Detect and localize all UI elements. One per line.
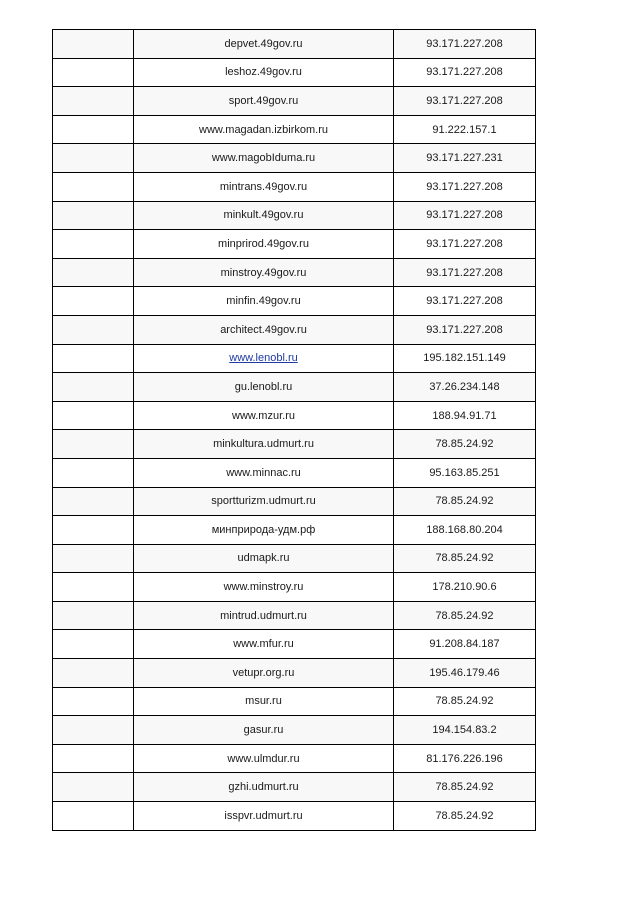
row-index-cell xyxy=(53,30,134,59)
domain-cell xyxy=(134,87,394,116)
domain-cell xyxy=(134,344,394,373)
ip-address-text: 195.46.179.46 xyxy=(429,666,500,679)
domain-text: sport.49gov.ru xyxy=(228,94,299,107)
row-index-cell xyxy=(53,287,134,316)
ip-address-cell xyxy=(394,773,536,802)
domain-text: www.ulmdur.ru xyxy=(227,752,300,765)
domain-cell xyxy=(134,172,394,201)
ip-address-text: 78.85.24.92 xyxy=(435,552,494,565)
row-index-cell xyxy=(53,201,134,230)
ip-address-text: 81.176.226.196 xyxy=(426,752,503,765)
ip-address-text: 93.171.227.208 xyxy=(426,266,503,279)
row-index-cell xyxy=(53,315,134,344)
domain-cell xyxy=(134,573,394,602)
domain-text: udmapk.ru xyxy=(237,552,290,565)
table-row xyxy=(53,802,536,831)
ip-address-cell xyxy=(394,315,536,344)
domain-text: depvet.49gov.ru xyxy=(224,37,303,50)
domain-cell xyxy=(134,487,394,516)
table-row xyxy=(53,258,536,287)
row-index-cell xyxy=(53,430,134,459)
domain-text: mintrud.udmurt.ru xyxy=(220,609,307,622)
domain-cell xyxy=(134,744,394,773)
table-row xyxy=(53,87,536,116)
ip-address-cell xyxy=(394,401,536,430)
row-index-cell xyxy=(53,659,134,688)
ip-address-cell xyxy=(394,430,536,459)
ip-address-cell xyxy=(394,230,536,259)
table-viewport xyxy=(52,37,536,832)
domain-cell xyxy=(134,630,394,659)
domain-text: vetupr.org.ru xyxy=(232,666,295,679)
ip-address-text: 93.171.227.208 xyxy=(426,237,503,250)
ip-address-cell xyxy=(394,58,536,87)
ip-address-text: 78.85.24.92 xyxy=(435,495,494,508)
ip-address-text: 93.171.227.208 xyxy=(426,66,503,79)
ip-address-cell xyxy=(394,630,536,659)
row-index-cell xyxy=(53,601,134,630)
row-index-cell xyxy=(53,87,134,116)
domain-text: minkult.49gov.ru xyxy=(223,209,304,222)
domain-text: www.minnac.ru xyxy=(226,466,301,479)
ip-address-text: 194.154.83.2 xyxy=(432,724,497,737)
row-index-cell xyxy=(53,144,134,173)
domain-text: architect.49gov.ru xyxy=(220,323,307,336)
ip-address-cell xyxy=(394,744,536,773)
domain-cell xyxy=(134,201,394,230)
row-index-cell xyxy=(53,630,134,659)
domain-cell xyxy=(134,373,394,402)
row-index-cell xyxy=(53,401,134,430)
ip-address-cell xyxy=(394,716,536,745)
ip-address-text: 178.210.90.6 xyxy=(432,581,497,594)
row-index-cell xyxy=(53,58,134,87)
ip-address-cell xyxy=(394,87,536,116)
ip-address-cell xyxy=(394,344,536,373)
domain-text: gzhi.udmurt.ru xyxy=(228,781,299,794)
ip-address-cell xyxy=(394,115,536,144)
domain-text: mintrans.49gov.ru xyxy=(219,180,308,193)
ip-address-text: 93.171.227.208 xyxy=(426,323,503,336)
ip-address-cell xyxy=(394,458,536,487)
ip-address-text: 78.85.24.92 xyxy=(435,781,494,794)
domain-cell xyxy=(134,315,394,344)
ip-address-text: 78.85.24.92 xyxy=(435,609,494,622)
ip-address-cell xyxy=(394,601,536,630)
domain-text: minfin.49gov.ru xyxy=(226,295,301,308)
ip-address-text: 93.171.227.208 xyxy=(426,94,503,107)
row-index-cell xyxy=(53,544,134,573)
domain-text: минприрода-удм.рф xyxy=(211,523,316,536)
domain-cell xyxy=(134,716,394,745)
domain-text: www.mzur.ru xyxy=(232,409,295,422)
domain-cell xyxy=(134,601,394,630)
ip-address-text: 78.85.24.92 xyxy=(435,695,494,708)
table-row xyxy=(53,773,536,802)
domain-cell xyxy=(134,144,394,173)
domain-cell xyxy=(134,802,394,831)
domain-cell xyxy=(134,659,394,688)
domain-cell xyxy=(134,58,394,87)
table-row xyxy=(53,230,536,259)
ip-address-cell xyxy=(394,802,536,831)
ip-address-cell xyxy=(394,201,536,230)
domain-cell xyxy=(134,516,394,545)
row-index-cell xyxy=(53,573,134,602)
domain-text: www.magobIduma.ru xyxy=(211,152,316,165)
row-index-cell xyxy=(53,458,134,487)
table-row xyxy=(53,487,536,516)
row-index-cell xyxy=(53,172,134,201)
domain-cell xyxy=(134,458,394,487)
ip-address-text: 91.208.84.187 xyxy=(429,638,500,651)
row-index-cell xyxy=(53,744,134,773)
table-row xyxy=(53,401,536,430)
table-row xyxy=(53,201,536,230)
ip-address-cell xyxy=(394,373,536,402)
table-row xyxy=(53,430,536,459)
domain-text: sportturizm.udmurt.ru xyxy=(211,495,316,508)
ip-address-text: 93.171.227.208 xyxy=(426,180,503,193)
row-index-cell xyxy=(53,773,134,802)
ip-address-cell xyxy=(394,30,536,59)
ip-address-text: 78.85.24.92 xyxy=(435,438,494,451)
ip-address-cell xyxy=(394,659,536,688)
ip-address-cell xyxy=(394,687,536,716)
ip-address-text: 195.182.151.149 xyxy=(423,352,506,365)
ip-address-text: 188.168.80.204 xyxy=(426,523,503,536)
table-row xyxy=(53,516,536,545)
domain-text: www.mfur.ru xyxy=(233,638,294,651)
domain-text: gasur.ru xyxy=(243,724,284,737)
ip-address-cell xyxy=(394,144,536,173)
domain-cell xyxy=(134,230,394,259)
domain-text: leshoz.49gov.ru xyxy=(225,66,302,79)
table-row xyxy=(53,315,536,344)
row-index-cell xyxy=(53,516,134,545)
table-row xyxy=(53,373,536,402)
domain-text: www.minstroy.ru xyxy=(223,581,304,594)
domain-cell xyxy=(134,773,394,802)
ip-address-text: 93.171.227.231 xyxy=(426,152,503,165)
domain-text: minstroy.49gov.ru xyxy=(220,266,307,279)
table-row xyxy=(53,716,536,745)
ip-address-text: 78.85.24.92 xyxy=(435,809,494,822)
table-row xyxy=(53,601,536,630)
row-index-cell xyxy=(53,487,134,516)
ip-address-cell xyxy=(394,573,536,602)
ip-address-cell xyxy=(394,544,536,573)
table-row xyxy=(53,144,536,173)
domain-cell xyxy=(134,258,394,287)
ip-address-cell xyxy=(394,487,536,516)
domain-link[interactable]: www.lenobl.ru xyxy=(229,352,298,365)
ip-address-text: 95.163.85.251 xyxy=(429,466,500,479)
table-row xyxy=(53,115,536,144)
domain-cell xyxy=(134,401,394,430)
domain-cell xyxy=(134,287,394,316)
table-body xyxy=(53,30,536,831)
domain-text: minkultura.udmurt.ru xyxy=(213,438,314,451)
ip-address-text: 188.94.91.71 xyxy=(432,409,497,422)
ip-address-text: 37.26.234.148 xyxy=(429,380,500,393)
ip-address-cell xyxy=(394,287,536,316)
domain-text: minprirod.49gov.ru xyxy=(218,237,309,250)
domain-cell xyxy=(134,544,394,573)
row-index-cell xyxy=(53,716,134,745)
ip-address-text: 93.171.227.208 xyxy=(426,209,503,222)
table-row xyxy=(53,58,536,87)
domain-ip-table xyxy=(52,29,536,831)
domain-cell xyxy=(134,687,394,716)
table-row xyxy=(53,287,536,316)
row-index-cell xyxy=(53,344,134,373)
ip-address-text: 93.171.227.208 xyxy=(426,37,503,50)
table-row xyxy=(53,687,536,716)
ip-address-text: 91.222.157.1 xyxy=(432,123,497,136)
ip-address-cell xyxy=(394,516,536,545)
table-row xyxy=(53,544,536,573)
row-index-cell xyxy=(53,687,134,716)
domain-text: gu.lenobl.ru xyxy=(234,380,293,393)
domain-text: www.magadan.izbirkom.ru xyxy=(199,123,328,136)
domain-cell xyxy=(134,115,394,144)
table-row xyxy=(53,744,536,773)
table-row xyxy=(53,458,536,487)
row-index-cell xyxy=(53,802,134,831)
ip-address-text: 93.171.227.208 xyxy=(426,295,503,308)
table-row xyxy=(53,172,536,201)
table-row xyxy=(53,344,536,373)
row-index-cell xyxy=(53,373,134,402)
domain-cell xyxy=(134,30,394,59)
table-row xyxy=(53,573,536,602)
row-index-cell xyxy=(53,115,134,144)
table-row xyxy=(53,30,536,59)
table-row xyxy=(53,630,536,659)
row-index-cell xyxy=(53,230,134,259)
domain-text: isspvr.udmurt.ru xyxy=(224,809,303,822)
domain-cell xyxy=(134,430,394,459)
ip-address-cell xyxy=(394,172,536,201)
row-index-cell xyxy=(53,258,134,287)
ip-address-cell xyxy=(394,258,536,287)
domain-text: msur.ru xyxy=(245,695,282,708)
table-row xyxy=(53,659,536,688)
